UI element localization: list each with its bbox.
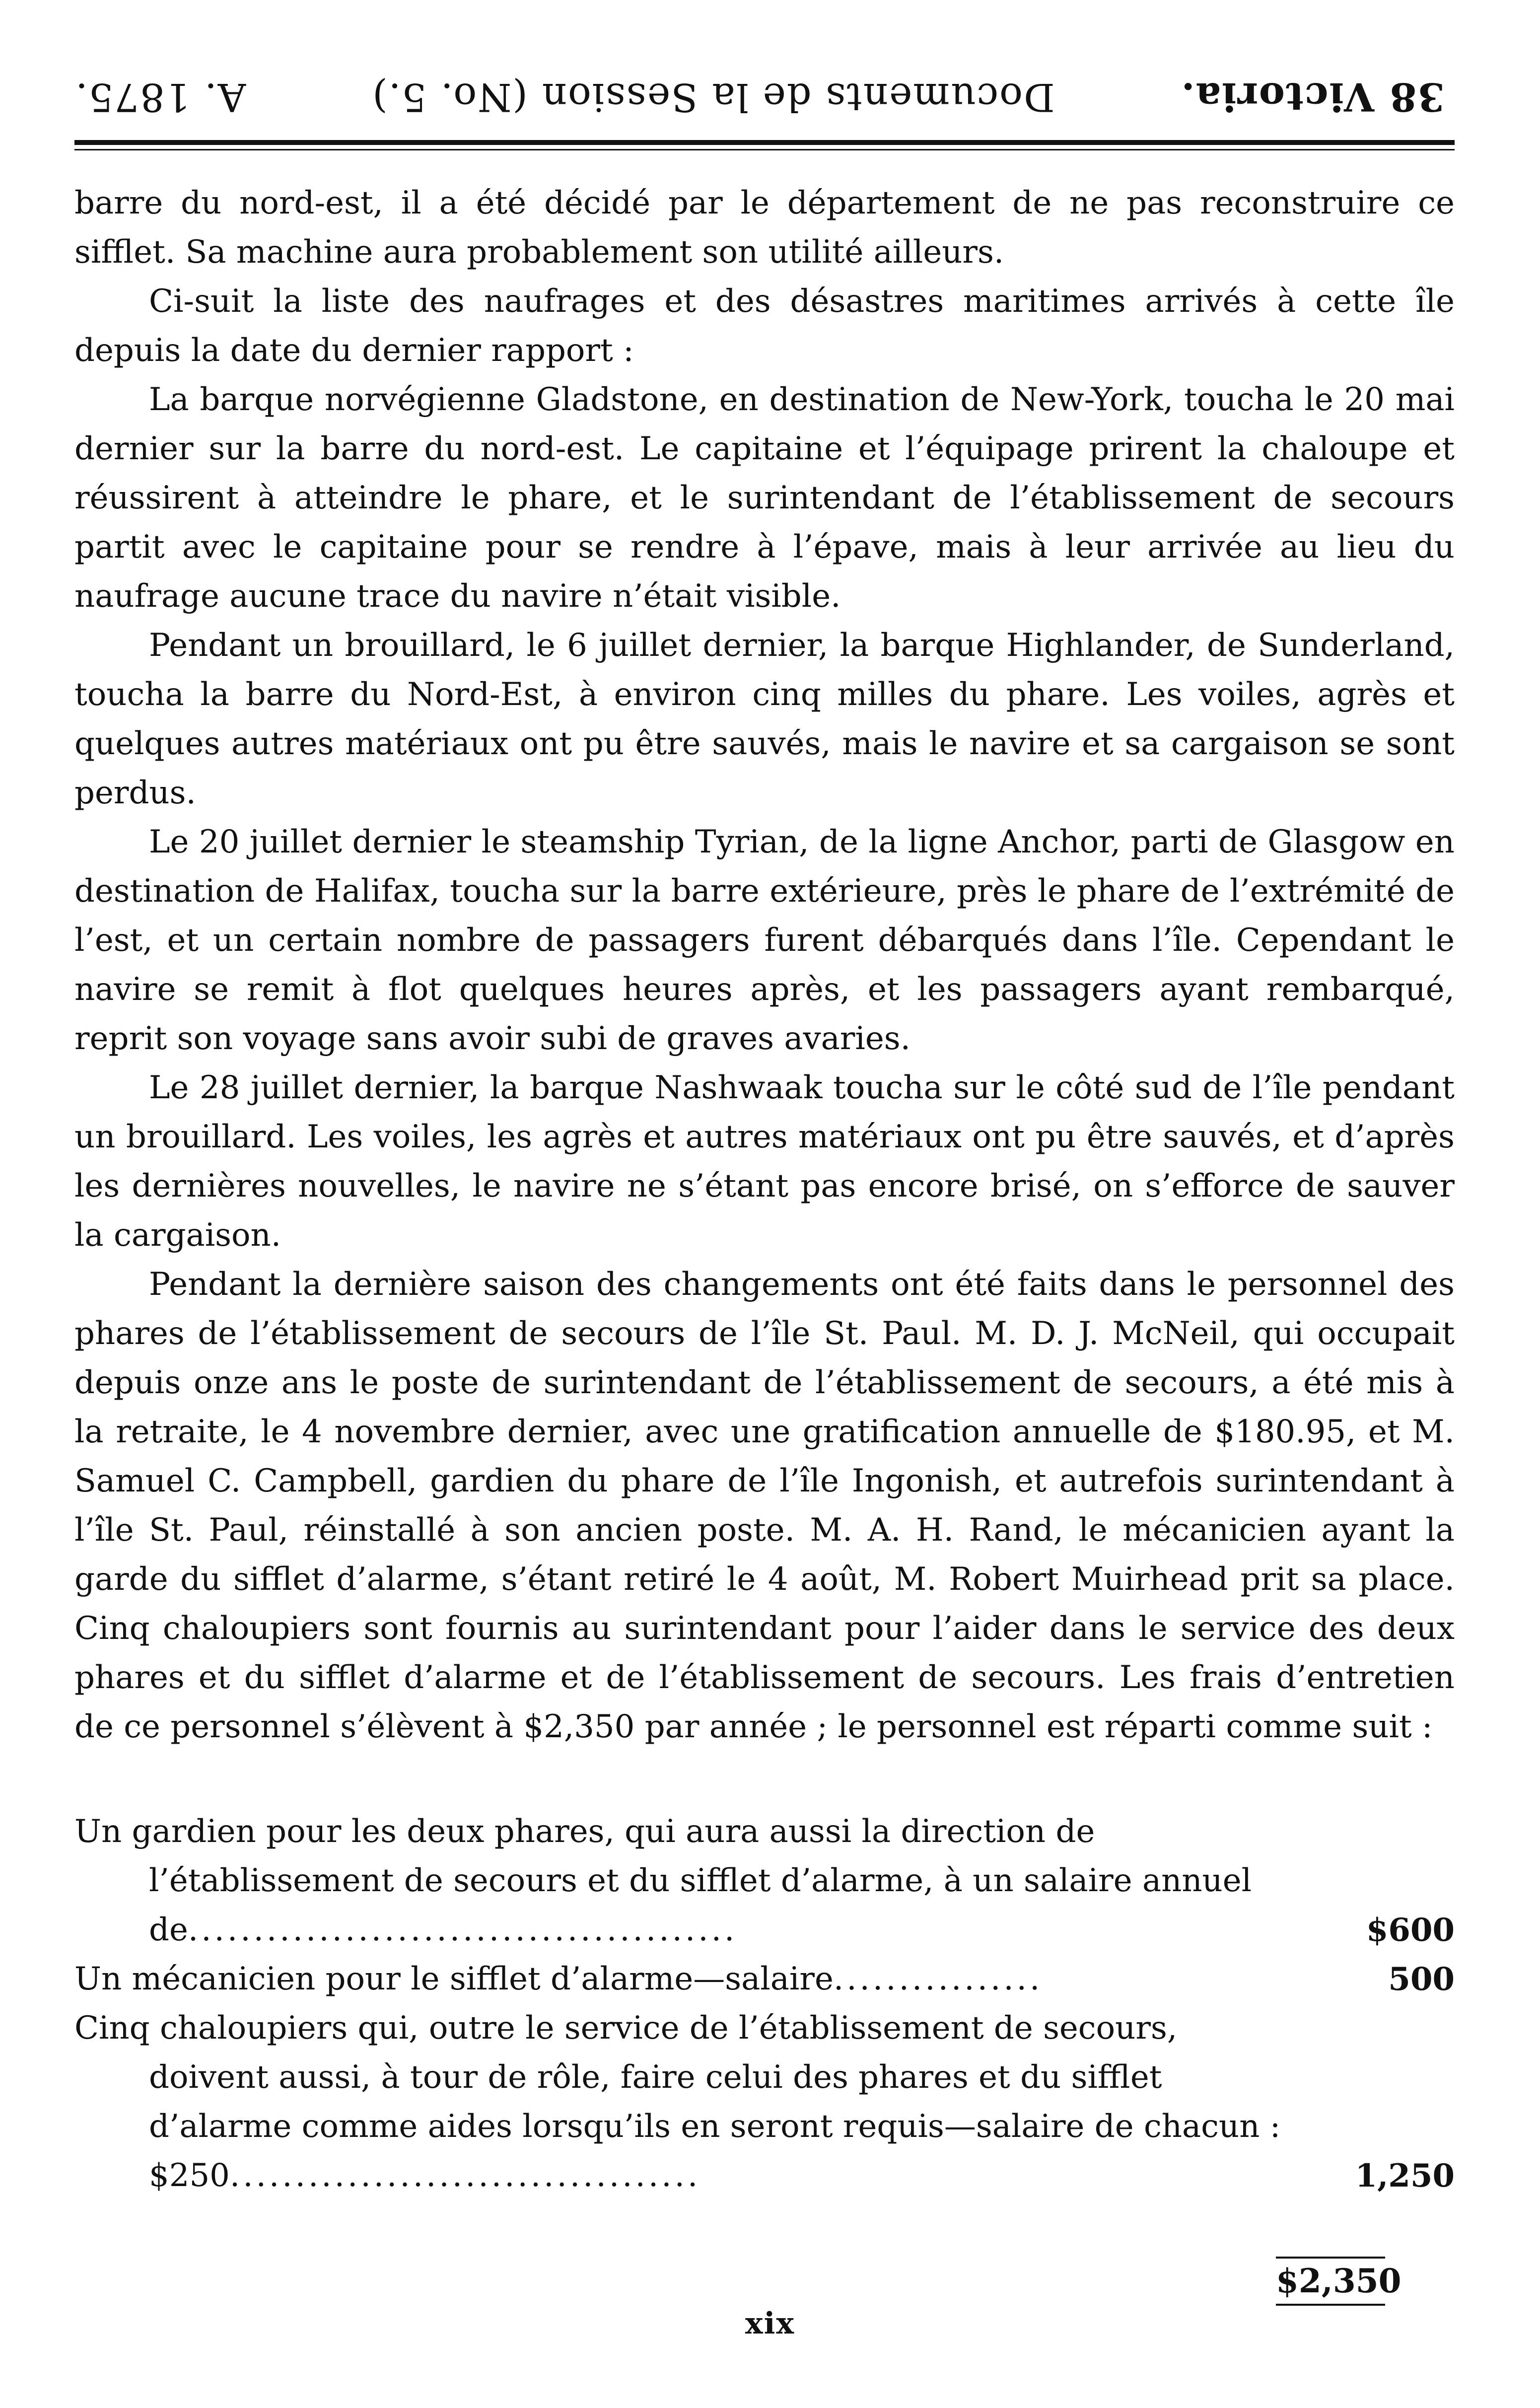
staff-item-amount: $600: [1366, 1912, 1455, 1949]
total-rule: [1276, 2257, 1385, 2259]
total-amount: $2,350: [1276, 2262, 1401, 2300]
body-text: [74, 179, 1455, 1752]
paragraph: Pendant un brouillard, le 6 juillet dernier, la barque Highlander, de Sunderland, toucha la barre du Nord-Est, à environ cinq milles du phare. Les voiles, agrès et quelques autres matériaux ont pu être sauvés, mais le navire et sa cargaison se sont perdus.: [74, 627, 1455, 811]
header-left: 38 Victoria.: [1180, 74, 1445, 120]
staff-item-text: Un mécanicien pour le sifflet d’alarme—salaire: [74, 1961, 834, 1997]
paragraph: Le 20 juillet dernier le steamship Tyrian, de la ligne Anchor, parti de Glasgow en destination de Halifax, toucha sur la barre extérieure, près le phare de l’extrémité de l’est, et un certain nombre de passagers furent débarqués dans l’île. Cependant le navire se remit à flot quelques heures après, et les passagers ayant rembarqué, reprit son voyage sans avoir subi de graves avaries.: [74, 824, 1455, 1057]
dot-leader: ..........................................: [188, 1912, 738, 1948]
header-rule-thin: [74, 149, 1455, 150]
staff-item: [74, 1955, 1455, 2004]
running-header: [74, 70, 1445, 124]
page-number: xix: [745, 2306, 795, 2341]
dot-leader: ................: [833, 1961, 1043, 1997]
paragraph: Le 28 juillet dernier, la barque Nashwaak toucha sur le côté sud de l’île pendant un brouillard. Les voiles, les agrès et autres matériaux ont pu être sauvés, et d’après les dernières nouvelles, le navire ne s’étant pas encore brisé, on s’efforce de sauver la cargaison.: [74, 1069, 1455, 1254]
paragraph: barre du nord-est, il a été décidé par le département de ne pas reconstruire ce sifflet. Sa machine aura probablement son utilité ailleurs.: [74, 185, 1455, 271]
total-underline: [1276, 2304, 1385, 2306]
staff-item: [74, 2004, 1455, 2200]
staff-item-text: Un gardien pour les deux phares, qui aura aussi la direction de l’établissement de secours et du sifflet d’alarme, à un salaire annuel de: [74, 1813, 1252, 1948]
paragraph: La barque norvégienne Gladstone, en destination de New-York, toucha le 20 mai dernier sur la barre du nord-est. Le capitaine et l’équipage prirent la chaloupe et réussirent à atteindre le phare, et le surintendant de l’établissement de secours partit avec le capitaine pour se rendre à l’épave, mais à leur arrivée au lieu du naufrage aucune trace du navire n’était visible.: [74, 381, 1455, 615]
paragraph: Ci-suit la liste des naufrages et des désastres maritimes arrivés à cette île depuis la date du dernier rapport :: [74, 283, 1455, 369]
header-right: A. 1875.: [74, 74, 246, 119]
paragraph: Pendant la dernière saison des changements ont été faits dans le personnel des phares de l’établissement de secours de l’île St. Paul. M. D. J. McNeil, qui occupait depuis onze ans le poste de surintendant de l’établissement de secours, a été mis à la retraite, le 4 novembre dernier, avec une gratification annuelle de $180.95, et M. Samuel C. Campbell, gardien du phare de l’île Ingonish, et autrefois surintendant à l’île St. Paul, réinstallé à son ancien poste. M. A. H. Rand, le mécanicien ayant la garde du sifflet d’alarme, s’étant retiré le 4 août, M. Robert Muirhead prit sa place. Cinq chaloupiers sont fournis au surintendant pour l’aider dans le service des deux phares et du sifflet d’alarme et de l’établissement de secours. Les frais d’entretien de ce personnel s’élèvent à $2,350 par année ; le personnel est réparti comme suit :: [74, 1266, 1455, 1745]
staff-item-amount: 500: [1388, 1961, 1455, 1998]
staff-item: [74, 1807, 1455, 1955]
staff-list: [74, 1807, 1455, 2200]
header-title: Documents de la Session (No. 5.): [371, 74, 1055, 119]
header-rule: [74, 140, 1455, 145]
staff-item-amount: 1,250: [1355, 2157, 1455, 2195]
dot-leader: ....................................: [229, 2157, 701, 2194]
staff-item-text: Cinq chaloupiers qui, outre le service de l’établissement de secours, doivent aussi, à tour de rôle, faire celui des phares et du sifflet d’alarme comme aides lorsqu’ils en seront requis—salaire de chacun : $250: [74, 2010, 1281, 2194]
